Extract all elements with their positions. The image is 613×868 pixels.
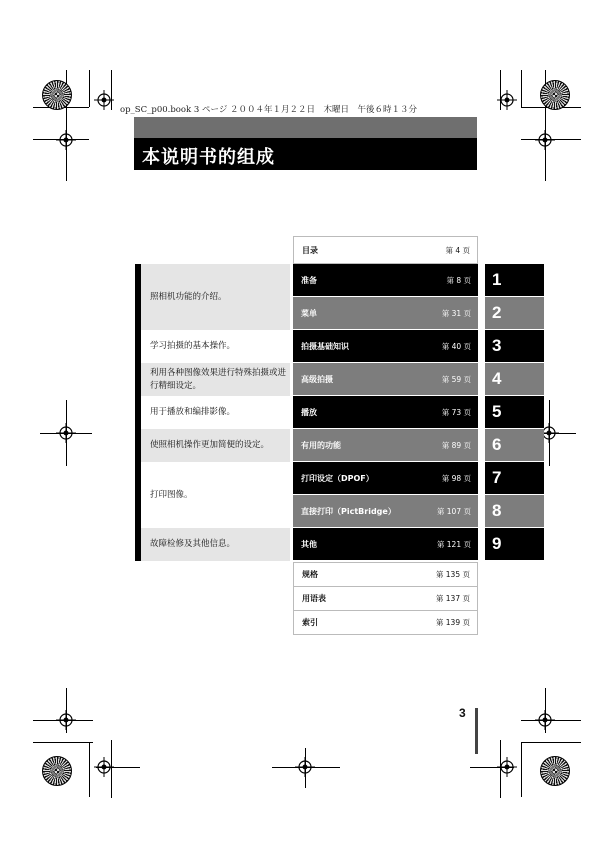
chapter-label: 有用的功能 bbox=[301, 440, 341, 450]
chapter-label: 准备 bbox=[301, 275, 317, 285]
toc-label: 目录 bbox=[302, 245, 318, 255]
chapter-number-tab[interactable]: 2 bbox=[485, 297, 544, 329]
chapter-label: 拍摄基础知识 bbox=[301, 341, 349, 351]
file-info-header: op_SC_p00.book 3 ページ ２００４年１月２２日 木曜日 午後６時１３分 bbox=[120, 105, 418, 115]
section-description: 故障检修及其他信息。 bbox=[141, 528, 290, 561]
appendix-label: 索引 bbox=[302, 618, 318, 627]
chapter-row[interactable] bbox=[293, 297, 478, 329]
registration-star-icon bbox=[42, 80, 72, 110]
crosshair-icon bbox=[497, 90, 517, 110]
section-description: 照相机功能的介绍。 bbox=[141, 264, 290, 330]
appendix-row[interactable] bbox=[293, 611, 478, 635]
chapter-page: 第 8 页 bbox=[446, 275, 471, 285]
chapter-row[interactable] bbox=[293, 396, 478, 428]
crosshair-icon bbox=[56, 130, 76, 150]
appendix-label: 规格 bbox=[302, 570, 318, 579]
chapter-number-tab[interactable]: 4 bbox=[485, 363, 544, 395]
section-description: 用于播放和编排影像。 bbox=[141, 396, 290, 429]
chapter-number-tab[interactable]: 5 bbox=[485, 396, 544, 428]
chapter-row[interactable] bbox=[293, 528, 478, 560]
chapter-page: 第 98 页 bbox=[441, 473, 471, 483]
page-number-bar bbox=[475, 708, 478, 754]
chapter-row[interactable] bbox=[293, 495, 478, 527]
appendix-row[interactable] bbox=[293, 587, 478, 611]
chapter-row[interactable] bbox=[293, 429, 478, 461]
chapter-page: 第 40 页 bbox=[441, 341, 471, 351]
chapter-label: 菜单 bbox=[301, 308, 317, 318]
section-description: 利用各种图像效果进行特殊拍摄或进行精细设定。 bbox=[141, 363, 290, 396]
chapter-label: 打印设定（DPOF） bbox=[301, 473, 374, 483]
chapter-page: 第 73 页 bbox=[441, 407, 471, 417]
chapter-page: 第 107 页 bbox=[436, 506, 471, 516]
chapter-page: 第 31 页 bbox=[441, 308, 471, 318]
crosshair-icon bbox=[497, 757, 517, 777]
chapter-row[interactable] bbox=[293, 363, 478, 395]
chapter-page: 第 59 页 bbox=[441, 374, 471, 384]
appendix-label: 用语表 bbox=[302, 594, 326, 603]
page-number: 3 bbox=[459, 706, 466, 720]
chapter-label: 直接打印（PictBridge） bbox=[301, 506, 396, 516]
section-description: 打印图像。 bbox=[141, 462, 290, 528]
chapter-number-tab[interactable]: 6 bbox=[485, 429, 544, 461]
registration-star-icon bbox=[540, 80, 570, 110]
chapter-number-tab[interactable]: 9 bbox=[485, 528, 544, 560]
chapter-number-tab[interactable]: 3 bbox=[485, 330, 544, 362]
chapter-row[interactable] bbox=[293, 462, 478, 494]
chapter-label: 播放 bbox=[301, 407, 317, 417]
crosshair-icon bbox=[56, 423, 76, 443]
appendix-row[interactable] bbox=[293, 562, 478, 587]
registration-star-icon bbox=[42, 756, 72, 786]
chapter-page: 第 89 页 bbox=[441, 440, 471, 450]
chapter-label: 其他 bbox=[301, 539, 317, 549]
appendix-page: 第 135 页 bbox=[435, 570, 470, 579]
section-description: 学习拍摄的基本操作。 bbox=[141, 330, 290, 363]
chapter-number-tab[interactable]: 1 bbox=[485, 264, 544, 296]
toc-row-contents[interactable] bbox=[293, 236, 478, 264]
chapter-page: 第 121 页 bbox=[436, 539, 471, 549]
toc-page: 第 4 页 bbox=[445, 245, 470, 255]
crosshair-icon bbox=[56, 710, 76, 730]
chapter-number-tab[interactable]: 8 bbox=[485, 495, 544, 527]
chapter-row[interactable] bbox=[293, 264, 478, 296]
registration-star-icon bbox=[540, 756, 570, 786]
crosshair-icon bbox=[94, 90, 114, 110]
title-band-top bbox=[134, 117, 477, 138]
crosshair-icon bbox=[295, 757, 315, 777]
page-title: 本说明书的组成 bbox=[142, 147, 275, 168]
crosshair-icon bbox=[535, 130, 555, 150]
chapter-row[interactable] bbox=[293, 330, 478, 362]
chapter-number-tab[interactable]: 7 bbox=[485, 462, 544, 494]
appendix-page: 第 139 页 bbox=[435, 618, 470, 627]
crosshair-icon bbox=[94, 757, 114, 777]
appendix-page: 第 137 页 bbox=[435, 594, 470, 603]
section-description: 使照相机操作更加简便的设定。 bbox=[141, 429, 290, 462]
chapter-label: 高级拍摄 bbox=[301, 374, 333, 384]
crosshair-icon bbox=[535, 710, 555, 730]
